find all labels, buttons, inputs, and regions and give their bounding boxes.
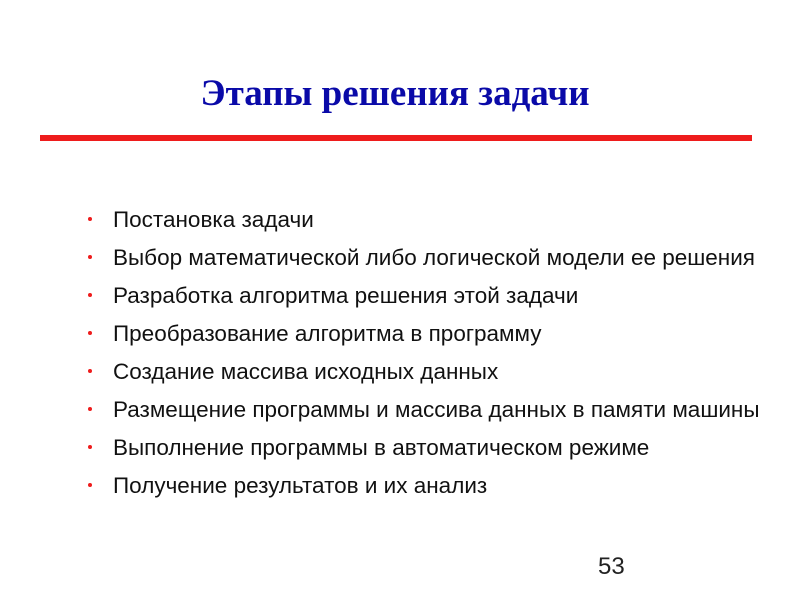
bullet-dot-icon bbox=[88, 483, 92, 487]
bullet-text: Создание массива исходных данных bbox=[113, 359, 499, 384]
bullet-text: Преобразование алгоритма в программу bbox=[113, 321, 542, 346]
bullet-text: Выполнение программы в автоматическом режиме bbox=[113, 435, 650, 460]
bullet-item bbox=[86, 394, 766, 425]
bullet-text: Разработка алгоритма решения этой задачи bbox=[113, 283, 579, 308]
bullet-list bbox=[86, 204, 766, 508]
bullet-text: Получение результатов и их анализ bbox=[113, 473, 488, 498]
bullet-item bbox=[86, 470, 766, 501]
bullet-dot-icon bbox=[88, 445, 92, 449]
bullet-item bbox=[86, 242, 766, 273]
title-divider bbox=[40, 135, 752, 141]
bullet-item bbox=[86, 318, 766, 349]
bullet-dot-icon bbox=[88, 369, 92, 373]
bullet-text: Постановка задачи bbox=[113, 207, 314, 232]
bullet-text: Размещение программы и массива данных в памяти машины bbox=[113, 397, 760, 422]
bullet-item bbox=[86, 280, 766, 311]
bullet-dot-icon bbox=[88, 255, 92, 259]
bullet-dot-icon bbox=[88, 331, 92, 335]
bullet-dot-icon bbox=[88, 217, 92, 221]
bullet-item bbox=[86, 204, 766, 235]
bullet-text: Выбор математической либо логической модели ее решения bbox=[113, 245, 755, 270]
page-number: 53 bbox=[598, 553, 625, 580]
bullet-dot-icon bbox=[88, 407, 92, 411]
bullet-dot-icon bbox=[88, 293, 92, 297]
bullet-item bbox=[86, 432, 766, 463]
slide-title: Этапы решения задачи bbox=[200, 73, 590, 114]
bullet-item bbox=[86, 356, 766, 387]
